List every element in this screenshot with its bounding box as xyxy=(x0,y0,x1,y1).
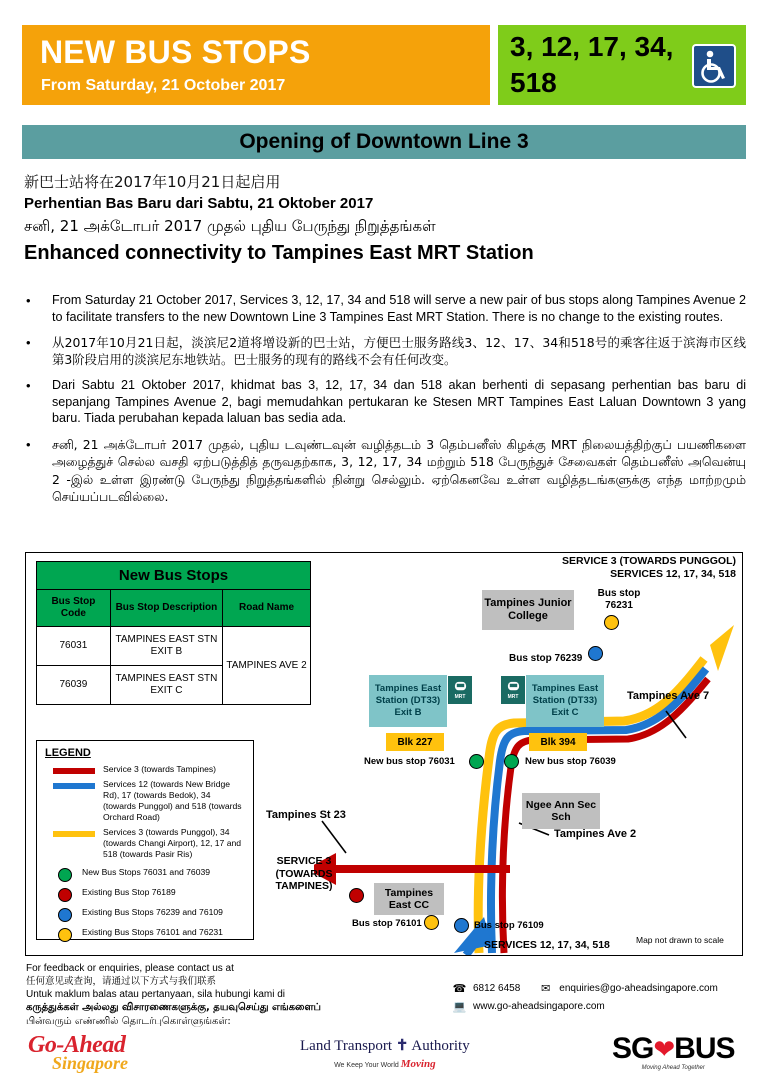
map-label-service3-punggol: SERVICE 3 (TOWARDS PUNGGOL) SERVICES 12, 17, 34, 518 xyxy=(561,555,736,580)
legend-dot-item xyxy=(45,887,245,902)
map-label-tampines-ave-2: Tampines Ave 2 xyxy=(554,828,637,840)
new-bus-stops-table xyxy=(36,561,311,705)
map-label-tampines-ave-7: Tampines Ave 7 xyxy=(627,690,710,702)
list-item xyxy=(26,377,746,427)
list-item xyxy=(26,436,746,506)
logo-lta xyxy=(300,1036,470,1070)
multilingual-titles xyxy=(24,172,744,266)
monitor-icon: 💻 xyxy=(452,1001,467,1013)
legend-dot-green xyxy=(58,868,72,882)
cell-code-2: 76039 xyxy=(37,666,111,705)
map-label-service3-tampines: SERVICE 3 (TOWARDS TAMPINES) xyxy=(275,855,333,892)
map-box-tampines-east-cc: Tampines East CC xyxy=(374,883,444,915)
bullet-text-tamil: சனி, 21 அக்டோபர் 2017 முதல், புதிய டவுண்டவுன் வழித்தடம் 3 தெம்பனீஸ் கிழக்கு MRT நிலையத்திற்குப் பயணிகளை அழைத்துச் செல்ல வசதி ஏற்படுத்தித் தருவதற்காக, 3, 12, 17, 34 மற்றும் 518 பேருந்துச் சேவைகள் தெம்பனீஸ் அவென்யு 2 -இல் உள்ள இரண்டு பேருந்து நிறுத்தங்களில் நின்று செல்லும். ஏற்கெனவே உள்ள வழித்தடங்களுக்கு எந்த மாற்றமும் செய்யப்படவில்லை. xyxy=(52,436,746,504)
map-label-services-bottom: SERVICES 12, 17, 34, 518 xyxy=(484,939,610,951)
legend-line-item xyxy=(45,779,245,823)
map-label-new-bus-stop-76039: New bus stop 76039 xyxy=(525,756,616,767)
legend-label-yellow-dot: Existing Bus Stops 76101 and 76231 xyxy=(82,927,223,937)
header-orange-panel xyxy=(22,25,490,105)
footer-feedback-ms: Untuk maklum balas atau pertanyaan, sila hubungi kami di xyxy=(26,989,286,1000)
title-malay: Perhentian Bas Baru dari Sabtu, 21 Oktober 2017 xyxy=(24,195,374,212)
cell-desc-1: TAMPINES EAST STN EXIT B xyxy=(110,627,222,666)
legend-dot-blue xyxy=(58,908,72,922)
legend-swatch-blue xyxy=(53,783,95,789)
logo-lta-text: Land Transport ✝ Authority xyxy=(300,1038,470,1054)
map-dot-76101 xyxy=(424,915,439,930)
legend-label-red: Service 3 (towards Tampines) xyxy=(103,764,217,774)
contact-phone[interactable]: 6812 6458 xyxy=(473,983,521,994)
logo-sgbus-tagline: Moving Ahead Together xyxy=(641,1065,705,1071)
wheelchair-icon xyxy=(692,44,736,88)
title-tamil: சனி, 21 அக்டோபர் 2017 முதல் புதிய பேருந்து நிறுத்தங்கள் xyxy=(24,217,436,235)
map-box-blk-227: Blk 227 xyxy=(386,733,444,751)
legend-dot-item xyxy=(45,867,245,882)
footer-feedback-ta-1: கருத்துக்கள் அல்லது விசாரணைகளுக்கு, தயவுசெய்து எங்களைப் xyxy=(26,1002,321,1013)
legend-label-red-dot: Existing Bus Stop 76189 xyxy=(82,887,176,897)
mrt-icon-exit-b: MRT xyxy=(447,675,473,705)
map-box-station-exit-c: Tampines East Station (DT33) Exit C xyxy=(526,675,604,727)
bullet-text-english: From Saturday 21 October 2017, Services 3, 12, 17, 34 and 518 will serve a new pair of bus stops along Tampines Avenue 2 to facilitate transfers to the new Downtown Line 3 Tampines East MRT Station. There is no change to the existing routes. xyxy=(52,293,747,324)
logo-singapore-text: Singapore xyxy=(52,1053,129,1073)
contact-row-phone-email xyxy=(452,980,768,998)
map-label-bus-stop-76239: Bus stop 76239 xyxy=(509,653,583,664)
route-numbers: 3, 12, 17, 34, 518 xyxy=(510,31,674,98)
map-box-blk-394: Blk 394 xyxy=(529,733,587,751)
map-dot-76239 xyxy=(588,646,603,661)
map-box-ngee-ann-sec-sch: Ngee Ann Sec Sch xyxy=(522,793,600,829)
bullet-marker: • xyxy=(26,436,31,452)
legend-title: LEGEND xyxy=(45,747,91,759)
legend-label-yellow: Services 3 (towards Punggol), 34 (towards Changi Airport), 12, 17 and 518 (towards Pasir Ris) xyxy=(103,827,242,859)
list-item xyxy=(26,292,746,325)
legend-label-green-dot: New Bus Stops 76031 and 76039 xyxy=(82,867,211,877)
cell-code-1: 76031 xyxy=(37,627,111,666)
map-box-tampines-junior-college: Tampines Junior College xyxy=(482,590,574,630)
mrt-icon-exit-c: MRT xyxy=(500,675,526,705)
bullet-list xyxy=(26,292,746,515)
banner-text: Opening of Downtown Line 3 xyxy=(239,130,529,153)
contact-block xyxy=(452,980,768,1016)
logo-row xyxy=(0,1026,768,1086)
logo-go-ahead-text: Go-Ahead xyxy=(28,1032,126,1058)
header-green-panel xyxy=(498,25,746,105)
header-subtitle: From Saturday, 21 October 2017 xyxy=(41,77,286,94)
map-dot-76039 xyxy=(504,754,519,769)
bullet-marker: • xyxy=(26,335,31,350)
legend-swatch-red xyxy=(53,768,95,774)
table-header-code: Bus Stop Code xyxy=(37,590,111,627)
footer-feedback-zh: 任何意见或查询，请通过以下方式与我们联系 xyxy=(26,976,217,987)
legend-label-blue-dot: Existing Bus Stops 76239 and 76109 xyxy=(82,907,223,917)
table-header-description: Bus Stop Description xyxy=(110,590,222,627)
legend-dot-yellow xyxy=(58,928,72,942)
contact-website[interactable]: www.go-aheadsingapore.com xyxy=(473,1001,605,1012)
list-item xyxy=(26,334,746,368)
map-box-station-exit-b: Tampines East Station (DT33) Exit B xyxy=(369,675,447,727)
legend-dot-item xyxy=(45,907,245,922)
cell-desc-2: TAMPINES EAST STN EXIT C xyxy=(110,666,222,705)
legend-label-blue: Services 12 (towards New Bridge Rd), 17 (towards Bedok), 34 (towards Punggol) and 518 (towards Orchard Road) xyxy=(103,779,242,822)
header-row xyxy=(22,25,746,105)
logo-sgbus-text: SG❤BUS xyxy=(612,1032,735,1065)
bullet-text-malay: Dari Sabtu 21 Oktober 2017, khidmat bas 3, 12, 17, 34 dan 518 akan berhenti di sepasang perhentian bas baru di sepanjang Tampines Avenue 2, bagi memudahkan pertukaran ke Stesen MRT Tampines East Laluan Downtown 3 yang baru. Tiada perubahan kepada laluan bas sedia ada. xyxy=(52,378,746,425)
banner-opening-dtl3 xyxy=(22,125,746,159)
legend-dot-item xyxy=(45,927,245,942)
lta-ribbon-icon: ✝ xyxy=(395,1038,409,1054)
envelope-icon: ✉ xyxy=(541,983,551,995)
bullet-text-chinese: 从2017年10月21日起，淡滨尼2道将增设新的巴士站，方便巴士服务路线3、12、17、34和518号的乘客往返于滨海市区线第3阶段启用的淡滨尼东地铁站。巴士服务的现有的路线不会有任何改变。 xyxy=(52,335,746,367)
title-english: Enhanced connectivity to Tampines East MRT Station xyxy=(24,242,534,264)
bullet-marker: • xyxy=(26,378,31,393)
legend-line-item xyxy=(45,764,245,775)
map-label-new-bus-stop-76031: New bus stop 76031 xyxy=(364,756,455,767)
contact-row-website xyxy=(452,998,768,1016)
page-title: NEW BUS STOPS xyxy=(40,34,311,70)
map-dot-76031 xyxy=(469,754,484,769)
table-title: New Bus Stops xyxy=(37,562,311,590)
map-dot-76231 xyxy=(604,615,619,630)
logo-lta-tagline: We Keep Your World Moving xyxy=(334,1058,436,1070)
title-chinese: 新巴士站将在2017年10月21日起启用 xyxy=(24,173,281,191)
legend-dot-red xyxy=(58,888,72,902)
table-header-road: Road Name xyxy=(223,590,311,627)
map-disclaimer: Map not drawn to scale xyxy=(636,935,724,945)
footer-feedback-en: For feedback or enquiries, please contact us at xyxy=(26,963,234,974)
table-row xyxy=(37,627,311,666)
map-label-tampines-st-23: Tampines St 23 xyxy=(266,809,346,821)
legend-line-item xyxy=(45,827,245,860)
logo-go-ahead-singapore xyxy=(28,1032,128,1074)
footer-feedback-ta-2: பின்வரும் எண்ணில் தொடர்புகொள்ளுங்கள்: xyxy=(26,1016,231,1027)
logo-sg-bus xyxy=(612,1034,735,1071)
legend-swatch-yellow xyxy=(53,831,95,837)
phone-icon: ☎ xyxy=(452,983,467,995)
legend-box xyxy=(36,740,254,940)
contact-email[interactable]: enquiries@go-aheadsingapore.com xyxy=(559,983,718,994)
cell-road: TAMPINES AVE 2 xyxy=(223,627,311,705)
heart-icon: ❤ xyxy=(653,1034,675,1064)
bullet-marker: • xyxy=(26,293,31,308)
map-panel xyxy=(25,552,743,956)
map-dot-76109 xyxy=(454,918,469,933)
map-label-bus-stop-76231: Bus stop 76231 xyxy=(597,588,641,611)
map-label-bus-stop-76109: Bus stop 76109 xyxy=(474,920,544,931)
map-label-bus-stop-76101: Bus stop 76101 xyxy=(352,918,422,929)
